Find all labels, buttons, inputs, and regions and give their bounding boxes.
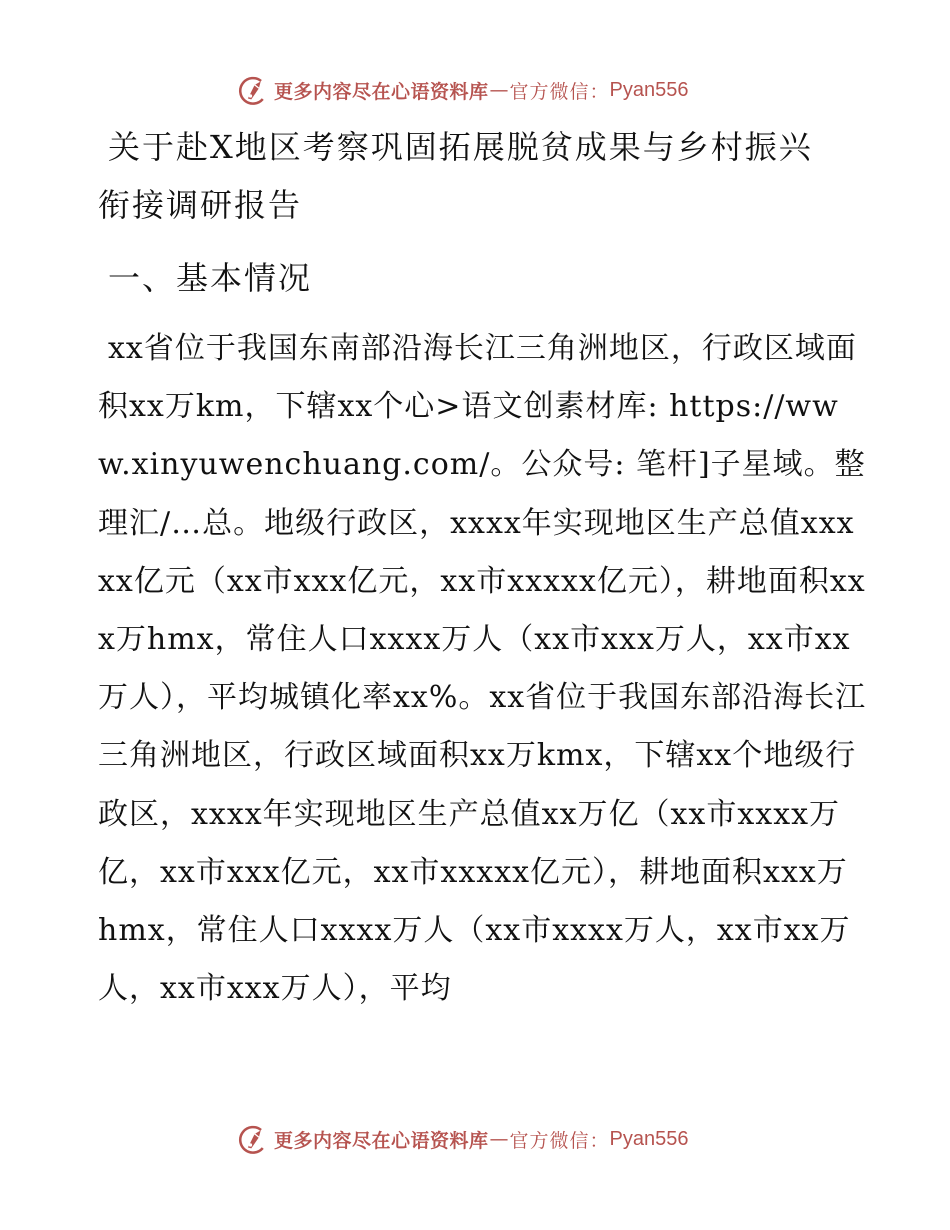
pen-nib-logo-icon <box>236 1122 270 1156</box>
pen-nib-logo-icon <box>236 73 270 107</box>
title-line-2: 衔接调研报告 <box>98 186 303 224</box>
section-heading: 一、基本情况 <box>108 259 313 297</box>
banner-wechat-label: 官方微信： <box>509 1129 610 1152</box>
title-line-1: 关于赴X地区考察巩固拓展脱贫成果与乡村振兴 <box>108 128 813 166</box>
banner-wechat-id: Pyan556 <box>609 78 689 101</box>
body-paragraph: xx省位于我国东南部沿海长江三角洲地区，行政区域面积xx万km，下辖xx个心>语文创素材库: https://www.xinyuwenchuang.com/。公众号: 笔杆]子星域。整理汇/…总。地级行政区，xxxx年实现地区生产总值xxxxx亿元（xx市xxx亿元，xx市xxxxx亿元），耕地面积xxx万hmx，常住人口xxxx万人（xx市xxx万人，xx市xx万人），平均城镇化率xx%。xx省位于我国东部沿海长江三角洲地区，行政区域面积xx万kmx，下辖xx个地级行政区，xxxx年实现地区生产总值xx万亿（xx市xxxx万亿，xx市xxx亿元，xx市xxxxx亿元），耕地面积xxx万hmx，常住人口xxxx万人（xx市xxxx万人，xx市xx万人，xx市xxx万人），平均 <box>98 331 867 1007</box>
banner-main-text: 更多内容尽在心语资料库 <box>274 1129 489 1152</box>
banner-main-text: 更多内容尽在心语资料库 <box>274 80 489 103</box>
banner-separator: — <box>489 79 509 101</box>
banner-separator: — <box>489 1128 509 1150</box>
banner-wechat-id: Pyan556 <box>609 1127 689 1150</box>
document-title <box>98 118 868 234</box>
header-watermark-banner <box>236 72 689 108</box>
footer-watermark-banner <box>236 1121 689 1157</box>
banner-wechat-label: 官方微信： <box>509 80 610 103</box>
document-body <box>98 118 868 1018</box>
